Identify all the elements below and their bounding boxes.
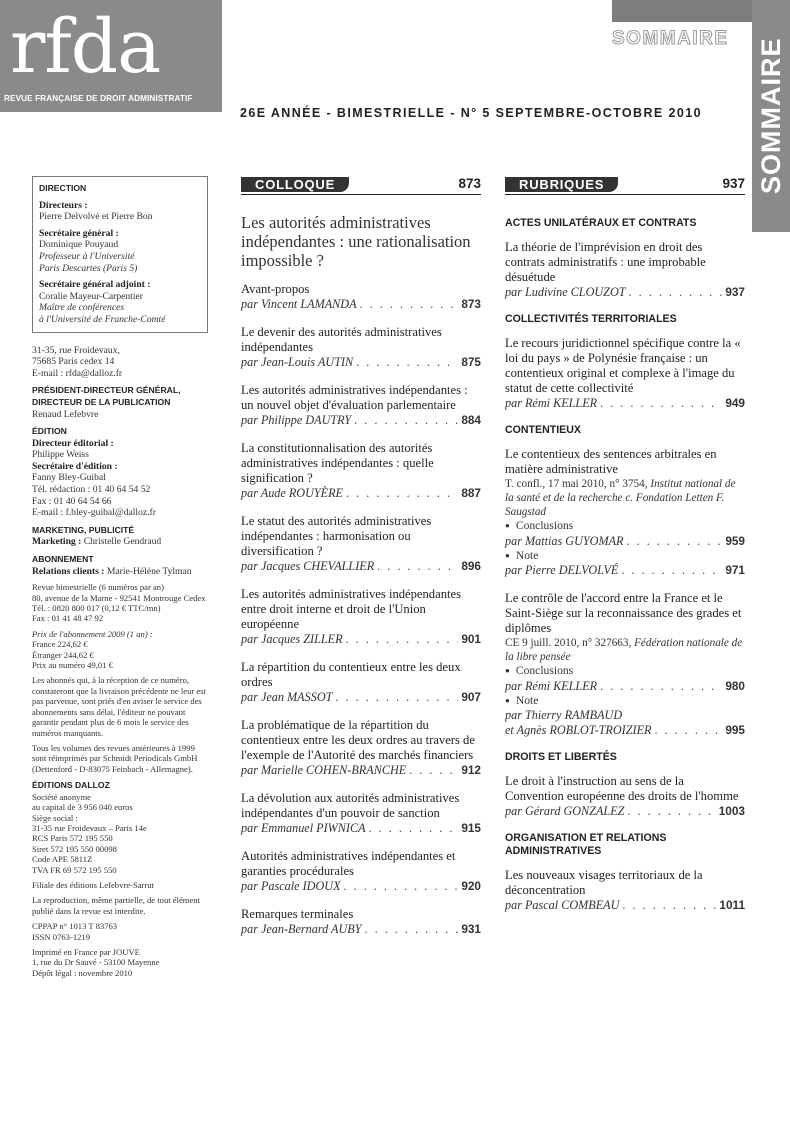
article-author: par Jacques CHEVALLIER [241, 559, 375, 573]
sommaire-tab-label: SOMMAIRE [756, 37, 786, 195]
article-page: 920 [461, 879, 481, 893]
rubrique-heading: DROITS ET LIBERTÉS [505, 751, 617, 763]
bullet-label: ● Note [505, 549, 745, 564]
price-etranger: Étranger 244,62 € [32, 649, 94, 660]
subscription-line: 80, avenue de la Marne - 92541 Montrouge Cedex [32, 592, 206, 603]
article-title: La dévolution aux autorités administratives indépendantes d'un pouvoir de sanction [241, 791, 460, 820]
article-title: Les autorités administratives indépendantes : un nouvel objet d'évaluation parlementaire [241, 383, 468, 412]
legal-deposit: Dépôt légal : novembre 2010 [32, 967, 133, 978]
marketing-name: Christelle Gendraud [83, 536, 162, 548]
colloque-label: COLLOQUE [241, 177, 349, 192]
rc-label: Relations clients : [32, 565, 105, 577]
article-title: La problématique de la répartition du contentieux entre les deux ordres au travers de l'exemple de l'Autorité des marchés financiers [241, 718, 475, 762]
bullet-label: ● Note [505, 694, 745, 709]
article-page: 884 [461, 413, 481, 427]
article-entry[interactable] [505, 447, 745, 578]
sg-role-2: Paris Descartes (Paris 5) [39, 262, 138, 274]
sg-role: Professeur à l'Université [39, 250, 135, 262]
leader-dots [629, 285, 723, 300]
article-title: Autorités administratives indépendantes et garanties procédurales [241, 849, 456, 878]
notice-text: Tous les volumes des revues antérieures à 1999 sont réimprimés par Schmidt Periodicals GmbH (Dettenford - D-83075 Feinbach - Allemagne). [32, 742, 198, 774]
address-line: 31-35, rue Froidevaux, [32, 344, 120, 356]
leader-dots [627, 804, 715, 819]
article-page: 901 [461, 632, 481, 646]
article-entry[interactable] [241, 282, 481, 312]
article-author: par Gérard GONZALEZ [505, 804, 625, 818]
article-page: 896 [461, 559, 481, 573]
rubriques-column [505, 213, 745, 926]
reproduction-notice: La reproduction, même partielle, de tout élément publié dans la revue est interdite. [32, 895, 200, 916]
leader-dots [654, 723, 722, 738]
article-page: 931 [461, 922, 481, 936]
leader-dots [622, 898, 716, 913]
article-author: par Philippe DAUTRY [241, 413, 352, 427]
subscription-line: Fax : 01 41 48 47 92 [32, 613, 104, 624]
article-entry[interactable] [241, 441, 481, 501]
article-author: par Pascale IDOUX [241, 879, 341, 893]
marketing-label: Marketing : [32, 536, 82, 548]
leader-dots [369, 821, 459, 836]
article-title: La constitutionnalisation des autorités administratives indépendantes : quelle signification ? [241, 441, 434, 485]
article-entry[interactable] [241, 514, 481, 574]
leader-dots [600, 679, 722, 694]
issue-line: 26E ANNÉE - BIMESTRIELLE - N° 5 SEPTEMBRE-OCTOBRE 2010 [240, 106, 702, 120]
filiale-line: Filiale des éditions Lefebvre-Sarrut [32, 879, 154, 890]
article-author: par Pascal COMBEAU [505, 898, 620, 912]
article-page: 873 [461, 297, 481, 311]
rubriques-header [505, 176, 745, 195]
colloque-header [241, 176, 481, 195]
sga-role: Maître de conférences [39, 302, 125, 314]
printer-line: Imprimé en France par JOUVE [32, 947, 140, 957]
masthead-column [32, 176, 208, 978]
printer-address: 1, rue du Dr Sauvé - 53100 Mayenne [32, 957, 160, 968]
article-title: Les nouveaux visages territoriaux de la déconcentration [505, 868, 703, 897]
article-entry[interactable] [241, 718, 481, 778]
leader-dots [344, 879, 459, 894]
article-author: par Rémi KELLER [505, 396, 598, 410]
article-entry[interactable] [241, 791, 481, 836]
sommaire-heading: SOMMAIRE [612, 28, 729, 49]
logo: rfda [10, 4, 161, 90]
colloque-page: 873 [458, 176, 481, 191]
article-title: Le contentieux des sentences arbitrales en matière administrative [505, 447, 717, 476]
article-entry[interactable] [505, 591, 745, 738]
address-email: E-mail : rfda@dalloz.fr [32, 367, 123, 379]
rubrique-heading: CONTENTIEUX [505, 424, 581, 436]
decision-parties: Institut national de la santé et de la recherche c. Fondation Letten F. Saugstad [505, 478, 736, 518]
masthead [0, 0, 222, 112]
article-page: 887 [461, 486, 481, 500]
article-author: par Marielle COHEN-BRANCHE [241, 763, 407, 777]
article-page: 1011 [719, 898, 745, 912]
article-entry[interactable] [505, 336, 745, 411]
article-entry[interactable] [505, 868, 745, 913]
decision-ref: T. confl., 17 mai 2010, n° 3754, [505, 478, 648, 490]
leader-dots [356, 355, 458, 370]
leader-dots [360, 297, 459, 312]
article-entry[interactable] [241, 383, 481, 428]
article-author: par Pierre DELVOLVÉ [505, 563, 619, 577]
de-name: Philippe Weiss [32, 449, 89, 461]
pdg-name: Renaud Lefebvre [32, 408, 99, 420]
article-title: Remarques terminales [241, 907, 354, 921]
rubrique-heading: ACTES UNILATÉRAUX ET CONTRATS [505, 217, 697, 229]
article-page: 907 [461, 690, 481, 704]
article-author: par Vincent LAMANDA [241, 297, 357, 311]
price-label: Prix de l'abonnement 2009 (1 an) : [32, 628, 153, 639]
cppap-line: CPPAP n° 1013 T 83763 [32, 921, 118, 932]
leader-dots [354, 413, 458, 428]
article-page: 915 [461, 821, 481, 835]
sga-name: Coralie Mayeur-Carpentier [39, 290, 143, 302]
article-page: 937 [725, 285, 745, 299]
article-title: Le contrôle de l'accord entre la France et le Saint-Siège sur la reconnaissance des grades et diplômes [505, 591, 742, 635]
article-entry[interactable] [505, 774, 745, 819]
sga-label: Secrétaire général adjoint : [39, 279, 151, 291]
article-author: par Rémi KELLER [505, 678, 598, 693]
editions-line: 31-35 rue Froidevaux – Paris 14e [32, 822, 147, 833]
decision-parties: Fédération nationale de la libre pensée [505, 637, 743, 663]
article-page: 875 [461, 355, 481, 369]
article-author: par Thierry RAMBAUD [505, 708, 623, 722]
editions-line: Siret 572 195 550 00098 [32, 843, 117, 854]
article-page: 959 [725, 533, 745, 548]
de-label: Directeur éditorial : [32, 437, 114, 449]
editions-line: Code APE 5811Z [32, 854, 93, 865]
subscription-line: Tél. : 0820 800 017 (0,12 € TTC/mn) [32, 603, 161, 614]
se-label: Secrétaire d'édition : [32, 460, 118, 472]
leader-dots [365, 922, 459, 937]
leader-dots [346, 632, 459, 647]
article-title: La répartition du contentieux entre les deux ordres [241, 660, 461, 689]
article-author: par Ludivine CLOUZOT [505, 285, 626, 299]
sga-role-2: à l'Université de Franche-Comté [39, 313, 166, 325]
article-entry[interactable] [241, 849, 481, 894]
rubrique-heading: COLLECTIVITÉS TERRITORIALES [505, 313, 677, 325]
colloque-article-list [241, 282, 481, 937]
rc-name: Marie-Hélène Tylman [106, 565, 192, 577]
article-title: Le droit à l'instruction au sens de la Convention européenne des droits de l'homme [505, 774, 739, 803]
article-entry[interactable] [241, 660, 481, 705]
article-author: par Jean MASSOT [241, 690, 333, 704]
sg-label: Secrétaire général : [39, 227, 119, 239]
article-author: par Jacques ZILLER [241, 632, 343, 646]
editions-heading: ÉDITIONS DALLOZ [32, 780, 110, 791]
editions-line: TVA FR 69 572 195 550 [32, 864, 117, 875]
fax-line: Fax : 01 40 64 54 66 [32, 495, 112, 507]
article-title: Le devenir des autorités administratives indépendantes [241, 325, 442, 354]
article-entry[interactable] [241, 907, 481, 937]
article-title: La théorie de l'imprévision en droit des contrats administratifs : une improbable désuétude [505, 240, 706, 284]
article-author: par Mattias GUYOMAR [505, 533, 624, 548]
article-title: Le recours juridictionnel spécifique contre la « loi du pays » de Polynésie française : un contentieux original et complexe à l'image du statut de cette collectivité [505, 336, 741, 395]
article-page: 949 [725, 396, 745, 410]
leader-dots [346, 486, 458, 501]
article-page: 995 [725, 723, 745, 737]
direction-heading: DIRECTION [39, 183, 87, 193]
issn-line: ISSN 0763-1219 [32, 931, 91, 942]
editions-line: au capital de 3 956 040 euros [32, 802, 133, 813]
leader-dots [335, 690, 458, 705]
price-numero: Prix au numéro 49,01 € [32, 660, 113, 671]
colloque-title: Les autorités administratives indépendantes : une rationalisation impossible ? [241, 213, 471, 270]
article-author: par Aude ROUYÈRE [241, 486, 344, 500]
leader-dots [377, 559, 458, 574]
editions-line: Siège social : [32, 812, 78, 823]
leader-dots [627, 534, 723, 549]
rubrique-heading: ORGANISATION ET RELATIONS ADMINISTRATIVES [505, 832, 667, 857]
notice-text: Les abonnés qui, à la réception de ce numéro, constateront que la livraison précédente ne leur est pas parvenue, sont priés d'en aviser le service des abonnements sans délai, l'éditeur ne pouvant garantir pendant plus de 6 mois le service des numéros manquants. [32, 675, 206, 738]
leader-dots [409, 763, 458, 778]
article-entry[interactable] [505, 240, 745, 300]
rubriques-page: 937 [722, 176, 745, 191]
pdg-heading: PRÉSIDENT-DIRECTEUR GÉNÉRAL, DIRECTEUR DE LA PUBLICATION [32, 385, 181, 407]
article-page: 971 [725, 563, 745, 577]
bullet-label: ● Conclusions [505, 519, 745, 534]
article-title: Le statut des autorités administratives indépendantes : harmonisation ou diversification ? [241, 514, 432, 558]
journal-name: REVUE FRANÇAISE DE DROIT ADMINISTRATIF [4, 94, 193, 103]
article-author: par Emmanuel PIWNICA [241, 821, 366, 835]
sg-name: Dominique Pouyaud [39, 239, 119, 251]
tel-line: Tél. rédaction : 01 40 64 54 52 [32, 484, 151, 496]
article-entry[interactable] [241, 325, 481, 370]
colloque-column [241, 213, 481, 950]
article-page: 1003 [718, 804, 745, 818]
marketing-heading: MARKETING, PUBLICITÉ [32, 524, 135, 535]
article-page: 980 [725, 678, 745, 693]
subscription-line: Revue bimestrielle (6 numéros par an) [32, 582, 164, 593]
price-france: France 224,62 € [32, 639, 88, 650]
editions-line: Société anonyme [32, 791, 91, 802]
article-author: par Jean-Louis AUTIN [241, 355, 354, 369]
bullet-label: ● Conclusions [505, 664, 745, 679]
address-line: 75685 Paris cedex 14 [32, 356, 115, 368]
decision-ref: CE 9 juill. 2010, n° 327663, [505, 637, 632, 649]
abonnement-heading: ABONNEMENT [32, 554, 94, 565]
article-entry[interactable] [241, 587, 481, 647]
edition-heading: ÉDITION [32, 426, 67, 437]
article-title: Avant-propos [241, 282, 310, 296]
rubriques-label: RUBRIQUES [505, 177, 618, 192]
leader-dots [600, 396, 722, 411]
directeurs-names: Pierre Delvolvé et Pierre Bon [39, 211, 153, 223]
article-author: par Jean-Bernard AUBY [241, 922, 362, 936]
editions-line: RCS Paris 572 195 550 [32, 833, 113, 844]
article-page: 912 [461, 763, 481, 777]
article-title: Les autorités administratives indépendantes entre droit interne et droit de l'Union européenne [241, 587, 461, 631]
se-name: Fanny Bley-Guibal [32, 472, 106, 484]
email-line: E-mail : f.bley-guibal@dalloz.fr [32, 507, 156, 519]
direction-box [32, 176, 208, 333]
directeurs-label: Directeurs : [39, 199, 88, 211]
leader-dots [621, 563, 722, 578]
article-author: et Agnès ROBLOT-TROIZIER [505, 723, 652, 737]
